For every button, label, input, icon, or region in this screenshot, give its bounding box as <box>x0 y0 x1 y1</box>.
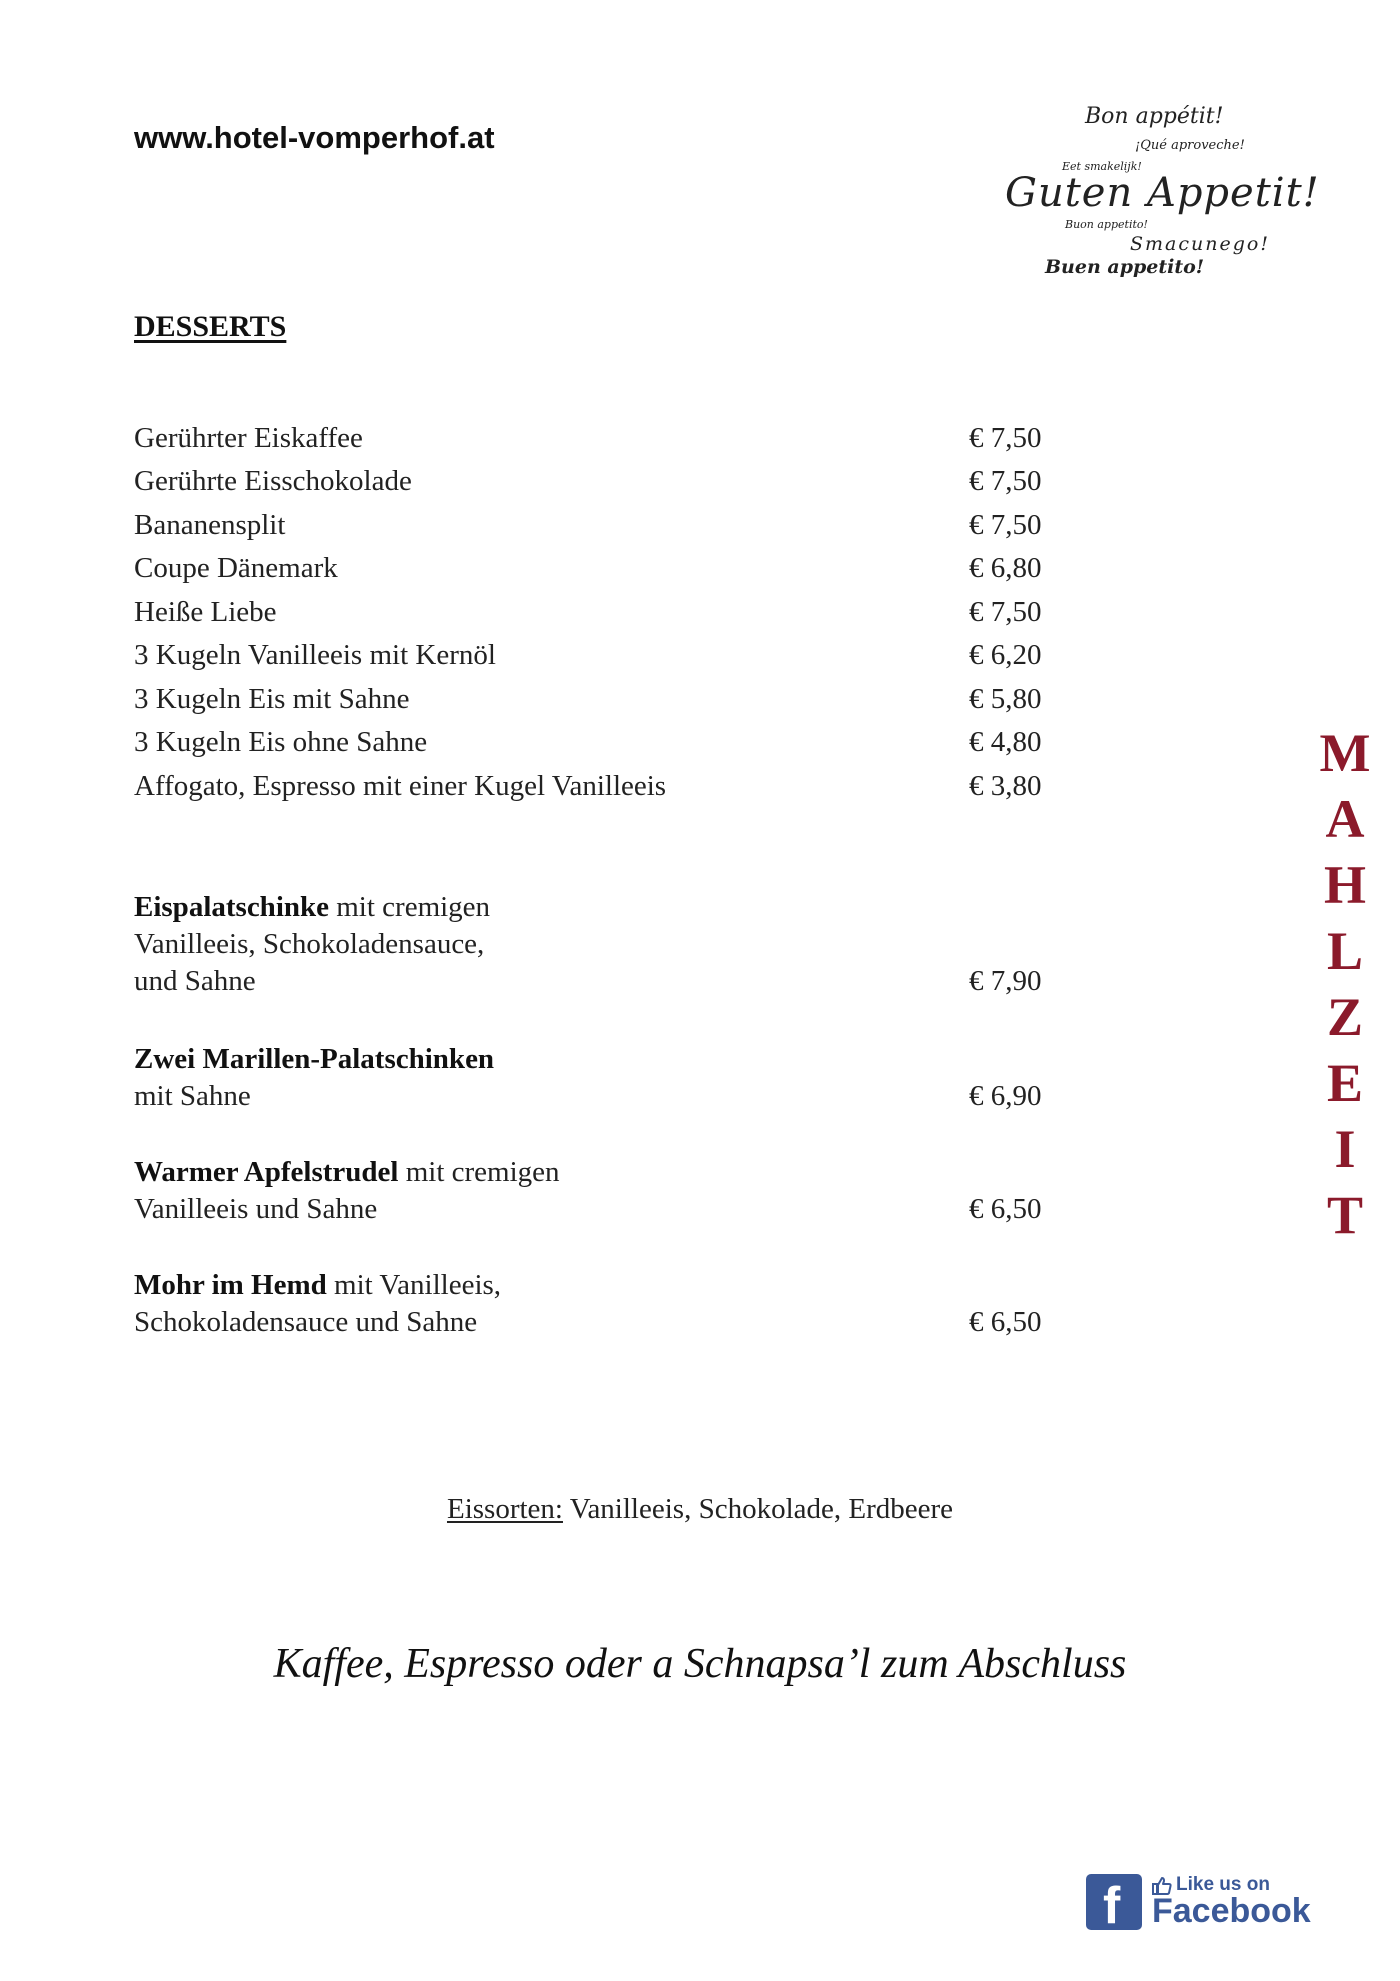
menu-item-price: € 5,80 <box>969 683 1042 715</box>
ice-flavors-label: Eissorten: <box>446 1493 563 1525</box>
website-url[interactable]: www.hotel-vomperhof.at <box>134 120 495 155</box>
logo-text: Eet smakelijk! <box>1062 160 1142 173</box>
vertical-letter: L <box>1326 921 1364 981</box>
featured-item-line <box>134 889 1054 926</box>
bon-appetit-logo <box>990 98 1320 298</box>
menu-item-price: € 7,50 <box>969 422 1042 454</box>
featured-item <box>134 1154 1054 1228</box>
featured-item-desc: und Sahne <box>134 965 256 997</box>
menu-item-name: Heiße Liebe <box>134 596 277 628</box>
ice-flavors <box>0 1493 1400 1526</box>
menu-item <box>134 465 1054 505</box>
featured-item-line <box>134 1154 1054 1191</box>
facebook-like-text: Like us on <box>1176 1874 1270 1895</box>
menu-item <box>134 509 1054 549</box>
vertical-letter: I <box>1334 1119 1356 1179</box>
menu-item-name: Affogato, Espresso mit einer Kugel Vanilleeis <box>134 770 667 802</box>
vertical-letter: E <box>1326 1053 1364 1113</box>
menu-item-price: € 7,50 <box>969 465 1042 497</box>
featured-item-price: € 6,50 <box>969 1193 1042 1225</box>
menu-item-name: Gerührter Eiskaffee <box>134 422 363 454</box>
menu-item-name: 3 Kugeln Vanilleeis mit Kernöl <box>134 639 496 671</box>
vertical-letter: Z <box>1326 987 1364 1047</box>
menu-item <box>134 770 1054 810</box>
featured-item-title: Eispalatschinke <box>134 891 329 923</box>
menu-item-name: Gerührte Eisschokolade <box>134 465 412 497</box>
menu-item <box>134 422 1054 462</box>
menu-item-price: € 7,50 <box>969 509 1042 541</box>
menu-item-price: € 6,20 <box>969 639 1042 671</box>
menu-item-name: 3 Kugeln Eis mit Sahne <box>134 683 410 715</box>
facebook-like-badge[interactable] <box>1086 1874 1311 1935</box>
menu-item <box>134 596 1054 636</box>
featured-item <box>134 889 1054 1000</box>
menu-item-name: 3 Kugeln Eis ohne Sahne <box>134 726 428 758</box>
featured-item-desc: mit Sahne <box>134 1080 251 1112</box>
facebook-brand-text: Facebook <box>1152 1892 1311 1930</box>
featured-item <box>134 1267 1054 1341</box>
vertical-letter: T <box>1326 1185 1364 1245</box>
logo-text: Smacunego! <box>1130 233 1270 255</box>
featured-item-desc: Vanilleeis und Sahne <box>134 1193 378 1225</box>
closing-slogan: Kaffee, Espresso oder a Schnapsa’l zum Abschluss <box>273 1641 1127 1687</box>
vertical-mahlzeit-text <box>1300 720 1390 1248</box>
vertical-letter: H <box>1323 855 1366 915</box>
featured-item-desc: Schokoladensauce und Sahne <box>134 1306 478 1338</box>
facebook-icon: f <box>1086 1874 1142 1930</box>
vertical-letter: A <box>1325 789 1365 849</box>
logo-text: Buen appetito! <box>1045 256 1205 278</box>
featured-item-price: € 7,90 <box>969 965 1042 997</box>
featured-item-desc: mit cremigen <box>398 1156 560 1188</box>
menu-item-price: € 4,80 <box>969 726 1042 758</box>
featured-item-line <box>134 1041 1054 1078</box>
logo-text: Guten Appetit! <box>1005 170 1320 216</box>
featured-item-line <box>134 1267 1054 1304</box>
featured-item-price: € 6,50 <box>969 1306 1042 1338</box>
menu-item <box>134 683 1054 723</box>
featured-item-desc: mit cremigen <box>329 891 491 923</box>
menu-item <box>134 726 1054 766</box>
menu-item <box>134 552 1054 592</box>
menu-item-price: € 7,50 <box>969 596 1042 628</box>
logo-text: ¡Qué aproveche! <box>1135 138 1245 153</box>
featured-item-title: Warmer Apfelstrudel <box>134 1156 399 1188</box>
featured-item <box>134 1041 1054 1115</box>
featured-item-desc: Vanilleeis, Schokoladensauce, <box>134 928 485 960</box>
menu-item-name: Coupe Dänemark <box>134 552 338 584</box>
featured-item-title: Zwei Marillen-Palatschinken <box>134 1043 495 1075</box>
featured-item-title: Mohr im Hemd <box>134 1269 327 1301</box>
vertical-letter: M <box>1319 723 1371 783</box>
logo-text: Bon appétit! <box>1085 104 1224 129</box>
menu-item-price: € 3,80 <box>969 770 1042 802</box>
menu-item-price: € 6,80 <box>969 552 1042 584</box>
section-title: DESSERTS <box>134 310 287 343</box>
menu-item <box>134 639 1054 679</box>
logo-text: Buon appetito! <box>1065 218 1148 231</box>
menu-item-name: Bananensplit <box>134 509 286 541</box>
featured-item-desc: mit Vanilleeis, <box>326 1269 502 1301</box>
ice-flavors-value: Vanilleeis, Schokolade, Erdbeere <box>562 1493 954 1525</box>
featured-item-price: € 6,90 <box>969 1080 1042 1112</box>
